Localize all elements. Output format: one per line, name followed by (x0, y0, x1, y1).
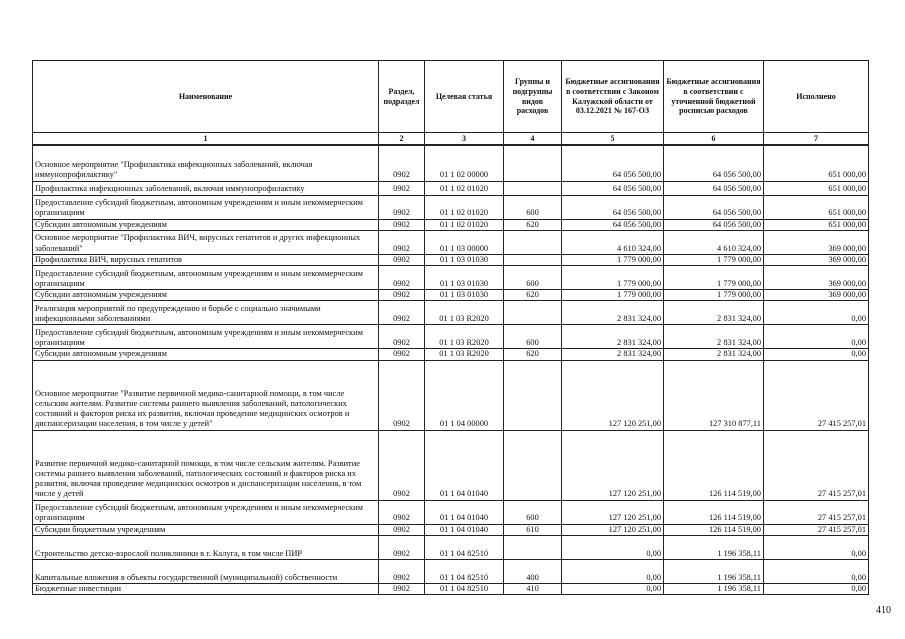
row-name: Субсидии бюджетным учреждениям (33, 524, 379, 535)
header-name: Наименование (33, 61, 379, 133)
row-name: Строительство детско-взрослой поликлиники в г. Калуга, в том числе ПИР (33, 535, 379, 559)
table-row (33, 500, 869, 524)
row-target-article: 01 1 04 00000 (425, 360, 504, 430)
row-expense-group (504, 535, 562, 559)
table-row (33, 290, 869, 301)
row-executed-amount: 0,00 (764, 325, 869, 349)
row-refined-amount: 1 196 358,11 (664, 583, 764, 594)
table-row (33, 524, 869, 535)
row-law-amount: 2 831 324,00 (562, 301, 664, 325)
row-law-amount: 127 120 251,00 (562, 360, 664, 430)
table-row (33, 266, 869, 290)
row-target-article: 01 1 02 01020 (425, 195, 504, 219)
row-target-article: 01 1 04 82510 (425, 535, 504, 559)
row-target-article: 01 1 03 01030 (425, 290, 504, 301)
row-law-amount: 4 610 324,00 (562, 230, 664, 254)
budget-execution-table (32, 60, 869, 595)
row-refined-amount: 126 114 519,00 (664, 524, 764, 535)
row-name: Капитальные вложения в объекты государственной (муниципальной) собственности (33, 559, 379, 583)
row-executed-amount: 651 000,00 (764, 181, 869, 195)
row-executed-amount: 0,00 (764, 301, 869, 325)
row-refined-amount: 126 114 519,00 (664, 430, 764, 500)
row-executed-amount: 0,00 (764, 349, 869, 360)
row-section: 0902 (379, 254, 425, 265)
row-expense-group: 610 (504, 524, 562, 535)
column-number: 4 (504, 133, 562, 146)
row-refined-amount: 1 779 000,00 (664, 254, 764, 265)
row-executed-amount: 27 415 257,01 (764, 430, 869, 500)
column-number: 6 (664, 133, 764, 146)
row-name: Предоставление субсидий бюджетным, автономным учреждениям и иным некоммерческим организациям (33, 266, 379, 290)
row-section: 0902 (379, 219, 425, 230)
row-expense-group: 600 (504, 266, 562, 290)
header-expense-group: Группы и подгруппы видов расходов (504, 61, 562, 133)
row-law-amount: 2 831 324,00 (562, 349, 664, 360)
row-refined-amount: 127 310 877,11 (664, 360, 764, 430)
row-law-amount: 0,00 (562, 535, 664, 559)
row-target-article: 01 1 02 01020 (425, 181, 504, 195)
table-row (33, 349, 869, 360)
row-law-amount: 64 056 500,00 (562, 219, 664, 230)
row-refined-amount: 2 831 324,00 (664, 325, 764, 349)
row-refined-amount: 64 056 500,00 (664, 145, 764, 181)
row-target-article: 01 1 04 01040 (425, 524, 504, 535)
row-section: 0902 (379, 349, 425, 360)
row-name: Предоставление субсидий бюджетным, автономным учреждениям и иным некоммерческим организациям (33, 500, 379, 524)
row-expense-group: 600 (504, 195, 562, 219)
table-row (33, 360, 869, 430)
row-section: 0902 (379, 430, 425, 500)
row-section: 0902 (379, 583, 425, 594)
row-section: 0902 (379, 360, 425, 430)
row-executed-amount: 651 000,00 (764, 145, 869, 181)
header-target-article: Целевая статья (425, 61, 504, 133)
row-name: Основное мероприятие "Профилактика ВИЧ, вирусных гепатитов и других инфекционных заболеваний" (33, 230, 379, 254)
table-row (33, 219, 869, 230)
header-executed: Исполнено (764, 61, 869, 133)
row-executed-amount: 0,00 (764, 583, 869, 594)
row-target-article: 01 1 04 82510 (425, 583, 504, 594)
row-law-amount: 64 056 500,00 (562, 145, 664, 181)
row-refined-amount: 64 056 500,00 (664, 195, 764, 219)
row-expense-group (504, 254, 562, 265)
row-target-article: 01 1 02 00000 (425, 145, 504, 181)
row-refined-amount: 1 779 000,00 (664, 266, 764, 290)
row-section: 0902 (379, 524, 425, 535)
row-refined-amount: 1 196 358,11 (664, 535, 764, 559)
row-expense-group: 410 (504, 583, 562, 594)
row-law-amount: 1 779 000,00 (562, 254, 664, 265)
row-name: Профилактика ВИЧ, вирусных гепатитов (33, 254, 379, 265)
row-name: Основное мероприятие "Профилактика инфекционных заболеваний, включая иммунопрофилактику" (33, 145, 379, 181)
table-row (33, 325, 869, 349)
row-section: 0902 (379, 145, 425, 181)
row-law-amount: 127 120 251,00 (562, 430, 664, 500)
header-law-allocations: Бюджетные ассигнования в соответствии с Законом Калужской области от 03.12.2021 № 167-ОЗ (562, 61, 664, 133)
row-target-article: 01 1 04 82510 (425, 559, 504, 583)
row-expense-group: 620 (504, 219, 562, 230)
row-expense-group: 620 (504, 290, 562, 301)
row-law-amount: 127 120 251,00 (562, 500, 664, 524)
column-number-row (33, 133, 869, 146)
row-expense-group (504, 230, 562, 254)
row-expense-group: 620 (504, 349, 562, 360)
row-name: Профилактика инфекционных заболеваний, включая иммунопрофилактику (33, 181, 379, 195)
row-target-article: 01 1 03 00000 (425, 230, 504, 254)
row-law-amount: 1 779 000,00 (562, 266, 664, 290)
row-name: Субсидии автономным учреждениям (33, 219, 379, 230)
row-expense-group (504, 145, 562, 181)
row-section: 0902 (379, 290, 425, 301)
row-executed-amount: 651 000,00 (764, 219, 869, 230)
row-name: Бюджетные инвестиции (33, 583, 379, 594)
row-refined-amount: 64 056 500,00 (664, 181, 764, 195)
table-row (33, 254, 869, 265)
row-refined-amount: 126 114 519,00 (664, 500, 764, 524)
row-target-article: 01 1 04 01040 (425, 430, 504, 500)
header-row (33, 61, 869, 133)
row-expense-group (504, 181, 562, 195)
column-number: 2 (379, 133, 425, 146)
row-target-article: 01 1 03 R2020 (425, 301, 504, 325)
table-row (33, 181, 869, 195)
row-law-amount: 0,00 (562, 559, 664, 583)
table-row (33, 559, 869, 583)
row-section: 0902 (379, 230, 425, 254)
row-executed-amount: 0,00 (764, 559, 869, 583)
table-row (33, 195, 869, 219)
row-executed-amount: 369 000,00 (764, 266, 869, 290)
row-expense-group: 600 (504, 500, 562, 524)
row-target-article: 01 1 03 01030 (425, 266, 504, 290)
column-number: 3 (425, 133, 504, 146)
table-row (33, 583, 869, 594)
row-law-amount: 1 779 000,00 (562, 290, 664, 301)
table-row (33, 145, 869, 181)
row-name: Развитие первичной медико-санитарной помощи, в том числе сельским жителям. Развитие системы раннего выявления заболеваний, патологических состояний и факторов риска их развития, включая проведение медицинских осмотров и диспансеризации населения, в том числе у детей (33, 430, 379, 500)
row-target-article: 01 1 03 R2020 (425, 349, 504, 360)
row-name: Субсидии автономным учреждениям (33, 349, 379, 360)
table-row (33, 301, 869, 325)
row-executed-amount: 651 000,00 (764, 195, 869, 219)
row-section: 0902 (379, 181, 425, 195)
row-section: 0902 (379, 266, 425, 290)
column-number: 7 (764, 133, 869, 146)
header-refined-allocations: Бюджетные ассигнования в соответствии с уточненной бюджетной росписью расходов (664, 61, 764, 133)
row-refined-amount: 1 196 358,11 (664, 559, 764, 583)
page-number: 410 (876, 605, 891, 616)
row-law-amount: 127 120 251,00 (562, 524, 664, 535)
row-refined-amount: 64 056 500,00 (664, 219, 764, 230)
row-executed-amount: 369 000,00 (764, 290, 869, 301)
row-expense-group (504, 301, 562, 325)
column-number: 1 (33, 133, 379, 146)
row-name: Реализация мероприятий по предупреждению и борьбе с социально значимыми инфекционными заболеваниями (33, 301, 379, 325)
row-target-article: 01 1 02 01020 (425, 219, 504, 230)
row-refined-amount: 2 831 324,00 (664, 301, 764, 325)
row-executed-amount: 27 415 257,01 (764, 524, 869, 535)
row-law-amount: 0,00 (562, 583, 664, 594)
row-section: 0902 (379, 535, 425, 559)
row-expense-group (504, 360, 562, 430)
row-refined-amount: 1 779 000,00 (664, 290, 764, 301)
row-executed-amount: 27 415 257,01 (764, 500, 869, 524)
column-number: 5 (562, 133, 664, 146)
row-law-amount: 64 056 500,00 (562, 195, 664, 219)
table-row (33, 230, 869, 254)
row-expense-group: 600 (504, 325, 562, 349)
row-refined-amount: 4 610 324,00 (664, 230, 764, 254)
row-expense-group: 400 (504, 559, 562, 583)
row-section: 0902 (379, 559, 425, 583)
row-executed-amount: 369 000,00 (764, 230, 869, 254)
row-target-article: 01 1 04 01040 (425, 500, 504, 524)
table-row (33, 535, 869, 559)
row-section: 0902 (379, 301, 425, 325)
row-law-amount: 2 831 324,00 (562, 325, 664, 349)
row-section: 0902 (379, 500, 425, 524)
row-name: Предоставление субсидий бюджетным, автономным учреждениям и иным некоммерческим организациям (33, 195, 379, 219)
row-refined-amount: 2 831 324,00 (664, 349, 764, 360)
row-law-amount: 64 056 500,00 (562, 181, 664, 195)
table-row (33, 430, 869, 500)
row-name: Субсидии автономным учреждениям (33, 290, 379, 301)
row-executed-amount: 369 000,00 (764, 254, 869, 265)
row-section: 0902 (379, 195, 425, 219)
row-section: 0902 (379, 325, 425, 349)
row-executed-amount: 0,00 (764, 535, 869, 559)
row-expense-group (504, 430, 562, 500)
row-target-article: 01 1 03 01030 (425, 254, 504, 265)
row-target-article: 01 1 03 R2020 (425, 325, 504, 349)
row-executed-amount: 27 415 257,01 (764, 360, 869, 430)
row-name: Основное мероприятие "Развитие первичной медико-санитарной помощи, в том числе сельским жителям. Развитие системы раннего выявления заболеваний, патологических состояний и факторов риска их развития, включая проведение медицинских осмотров и диспансеризации населения, в том числе у детей" (33, 360, 379, 430)
row-name: Предоставление субсидий бюджетным, автономным учреждениям и иным некоммерческим организациям (33, 325, 379, 349)
header-section: Раздел, подраздел (379, 61, 425, 133)
